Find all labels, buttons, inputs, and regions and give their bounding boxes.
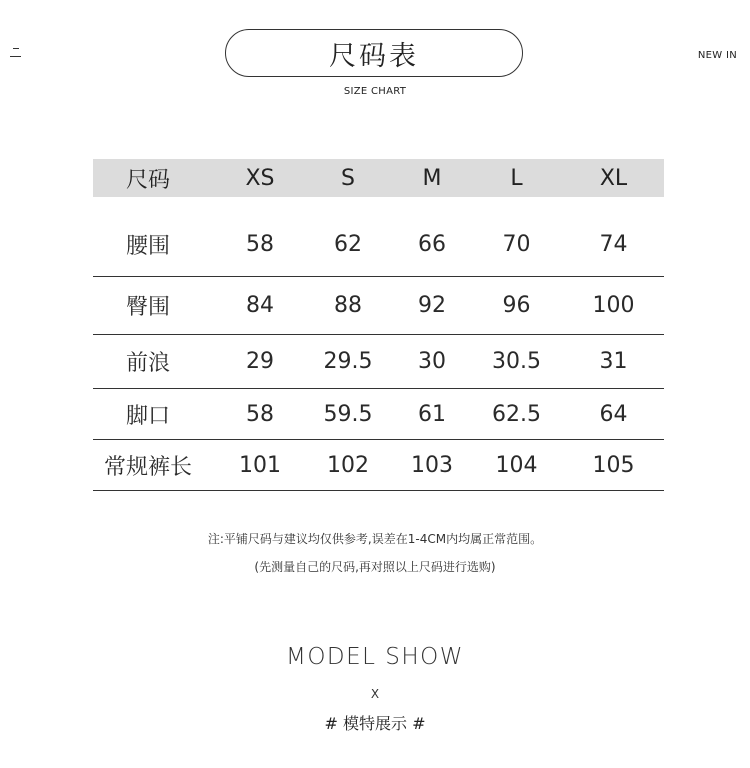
table-cell: 61 bbox=[394, 389, 470, 440]
table-cell: 58 bbox=[218, 197, 302, 277]
column-header: XL bbox=[563, 159, 664, 197]
model-show-subtitle: # 模特展示 # bbox=[324, 714, 426, 733]
table-cell: 96 bbox=[470, 277, 563, 335]
table-row bbox=[93, 335, 664, 389]
new-in-label: NEW IN bbox=[697, 50, 737, 61]
table-cell: 100 bbox=[563, 277, 664, 335]
table-cell: 58 bbox=[218, 389, 302, 440]
page-title: 尺码表 bbox=[225, 29, 523, 77]
table-cell: 30.5 bbox=[470, 335, 563, 389]
table-cell: 88 bbox=[302, 277, 394, 335]
table-cell: 29.5 bbox=[302, 335, 394, 389]
table-cell: 84 bbox=[218, 277, 302, 335]
table-row bbox=[93, 389, 664, 440]
table-row bbox=[93, 440, 664, 491]
row-label: 前浪 bbox=[93, 335, 218, 389]
table-row bbox=[93, 197, 664, 277]
column-header: M bbox=[394, 159, 470, 197]
table-cell: 31 bbox=[563, 335, 664, 389]
row-label: 腰围 bbox=[93, 197, 218, 277]
size-note-hint: (先测量自己的尺码,再对照以上尺码进行选购) bbox=[254, 560, 496, 574]
table-cell: 103 bbox=[394, 440, 470, 491]
table-cell: 64 bbox=[563, 389, 664, 440]
table-cell: 70 bbox=[470, 197, 563, 277]
section-separator: X bbox=[370, 687, 380, 701]
table-cell: 66 bbox=[394, 197, 470, 277]
page-subtitle: SIZE CHART bbox=[343, 86, 407, 97]
row-label: 脚口 bbox=[93, 389, 218, 440]
table-cell: 62 bbox=[302, 197, 394, 277]
row-label: 常规裤长 bbox=[93, 440, 218, 491]
size-note: 注:平铺尺码与建议均仅供参考,误差在1-4CM内均属正常范围。 bbox=[207, 532, 543, 546]
column-header: XS bbox=[218, 159, 302, 197]
table-cell: 29 bbox=[218, 335, 302, 389]
size-chart-table bbox=[93, 159, 664, 491]
table-cell: 30 bbox=[394, 335, 470, 389]
table-cell: 105 bbox=[563, 440, 664, 491]
column-header: S bbox=[302, 159, 394, 197]
table-cell: 92 bbox=[394, 277, 470, 335]
table-cell: 101 bbox=[218, 440, 302, 491]
model-show-title: MODEL SHOW bbox=[285, 644, 465, 670]
row-label: 臀围 bbox=[93, 277, 218, 335]
column-header: 尺码 bbox=[93, 159, 218, 197]
table-header-row bbox=[93, 159, 664, 197]
table-cell: 74 bbox=[563, 197, 664, 277]
table-row bbox=[93, 277, 664, 335]
table-cell: 104 bbox=[470, 440, 563, 491]
column-header: L bbox=[470, 159, 563, 197]
table-cell: 62.5 bbox=[470, 389, 563, 440]
table-cell: 102 bbox=[302, 440, 394, 491]
table-cell: 59.5 bbox=[302, 389, 394, 440]
menu-lines-icon bbox=[10, 48, 22, 60]
